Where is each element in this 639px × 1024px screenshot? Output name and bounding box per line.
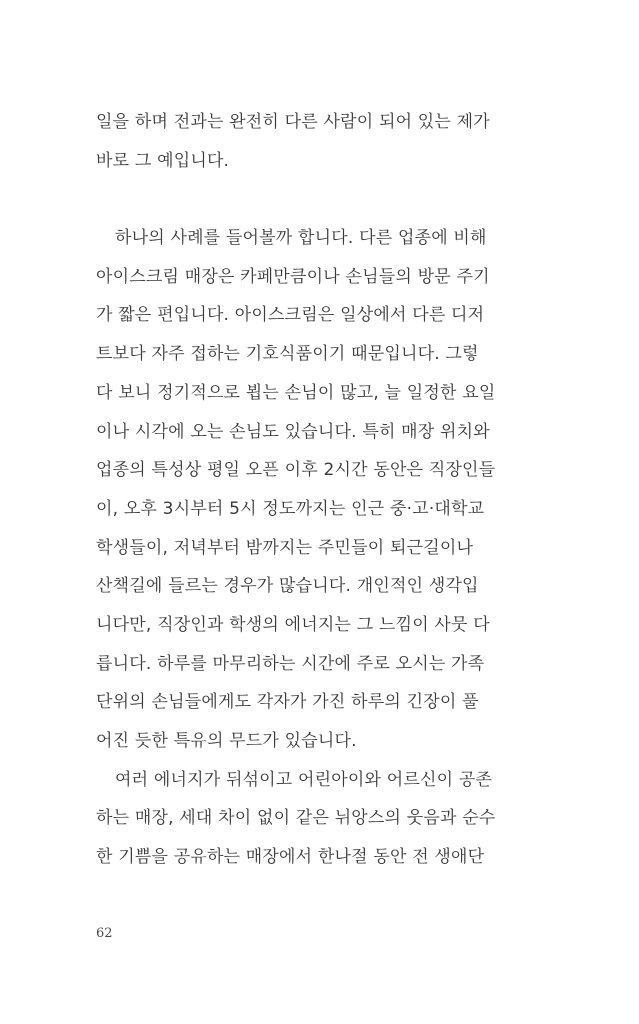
page-number: 62: [96, 926, 113, 941]
text-line: 일을 하며 전과는 완전히 다른 사람이 되어 있는 제가: [96, 112, 490, 132]
text-line: 학생들이, 저녁부터 밤까지는 주민들이 퇴근길이나: [96, 537, 474, 558]
text-line: 산책길에 들르는 경우가 많습니다. 개인적인 생각입: [96, 576, 479, 597]
text-line: 이, 오후 3시부터 5시 정도까지는 인근 중·고·대학교: [96, 498, 485, 519]
text-line: 니다만, 직장인과 학생의 에너지는 그 느낌이 사뭇 다: [96, 614, 490, 635]
text-line: 하나의 사례를 들어볼까 합니다. 다른 업종에 비해: [115, 228, 487, 249]
text-line: 다 보니 정기적으로 뵙는 손님이 많고, 늘 일정한 요일: [96, 382, 496, 403]
text-line: 여러 에너지가 뒤섞이고 어린아이와 어르신이 공존: [115, 769, 493, 790]
text-line: 하는 매장, 세대 차이 없이 같은 뉘앙스의 웃음과 순수: [96, 808, 496, 829]
text-line: 어진 듯한 특유의 무드가 있습니다.: [96, 731, 357, 751]
text-line: 아이스크림 매장은 카페만큼이나 손님들의 방문 주기: [96, 266, 490, 287]
text-line: 바로 그 예입니다.: [96, 150, 230, 171]
body-text: [96, 103, 546, 877]
text-line: 업종의 특성상 평일 오픈 이후 2시간 동안은 직장인들: [96, 460, 496, 481]
text-line: 한 기쁨을 공유하는 매장에서 한나절 동안 전 생애단: [96, 847, 485, 868]
text-line: 가 짧은 편입니다. 아이스크림은 일상에서 다른 디저: [96, 305, 485, 326]
text-line: 단위의 손님들에게도 각자가 가진 하루의 긴장이 풀: [96, 692, 479, 713]
paragraph-spacer: [96, 180, 546, 219]
text-line: 트보다 자주 접하는 기호식품이기 때문입니다. 그렇: [96, 344, 479, 365]
text-line: 릅니다. 하루를 마무리하는 시간에 주로 오시는 가족: [96, 653, 485, 674]
text-line: 이나 시각에 오는 손님도 있습니다. 특히 매장 위치와: [96, 421, 490, 442]
